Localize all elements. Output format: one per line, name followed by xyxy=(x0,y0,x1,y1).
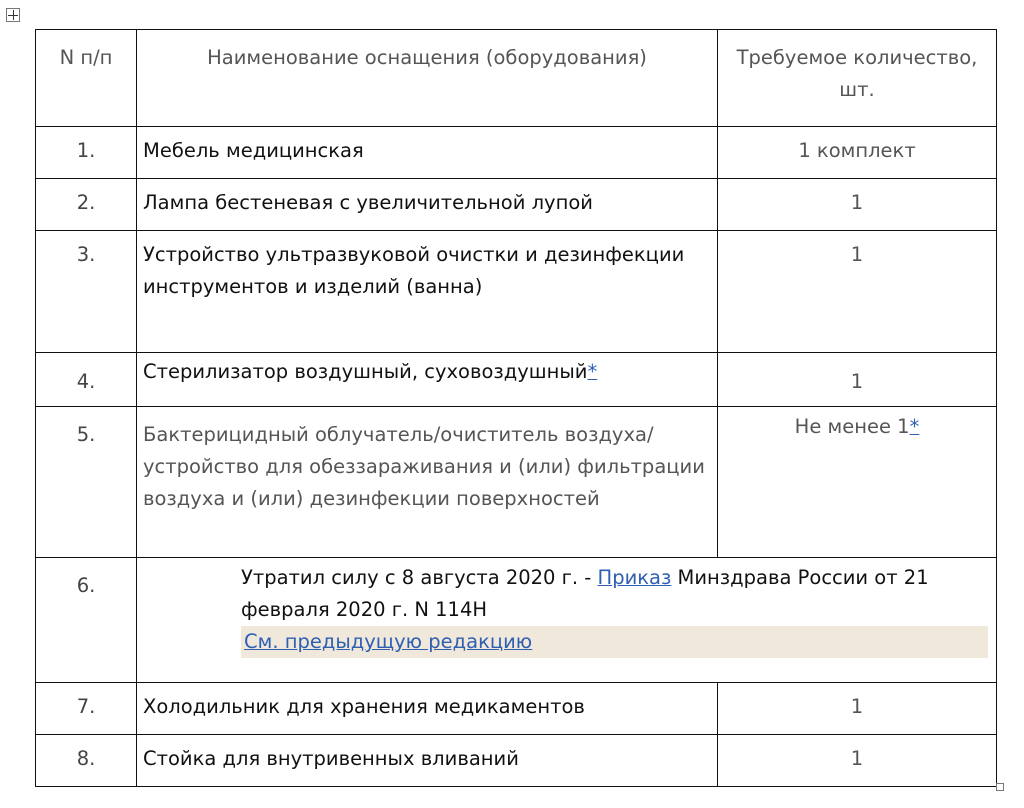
table-row xyxy=(36,558,997,683)
header-name: Наименование оснащения (оборудования) xyxy=(137,30,718,127)
table-row xyxy=(36,127,997,179)
previous-edition-link[interactable]: См. предыдущую редакцию xyxy=(244,630,533,653)
row-quantity: 1 xyxy=(718,735,997,787)
row-quantity: 1 xyxy=(718,683,997,735)
row-repealed-note: Утратил силу с 8 августа 2020 г. - Приказ Минздрава России от 21 февраля 2020 г. N 114Н См. предыдущую редакцию xyxy=(137,558,997,683)
row-name: Лампа бестеневая с увеличительной лупой xyxy=(137,179,718,231)
row-number: 4. xyxy=(36,353,137,407)
row-name: Стерилизатор воздушный, суховоздушный* xyxy=(137,353,718,407)
row-number: 1. xyxy=(36,127,137,179)
row-quantity: 1 xyxy=(718,179,997,231)
header-number: N п/п xyxy=(36,30,137,127)
row-number: 5. xyxy=(36,407,137,558)
row-number: 2. xyxy=(36,179,137,231)
footnote-link[interactable]: * xyxy=(587,360,598,383)
row-quantity: 1 xyxy=(718,231,997,353)
row-name: Стойка для внутривенных вливаний xyxy=(137,735,718,787)
row-name: Мебель медицинская xyxy=(137,127,718,179)
table-header-row xyxy=(36,30,997,127)
table-row xyxy=(36,683,997,735)
row-quantity: 1 комплект xyxy=(718,127,997,179)
table-row xyxy=(36,179,997,231)
table-row xyxy=(36,735,997,787)
row-quantity: 1 xyxy=(718,353,997,407)
previous-edition-box xyxy=(241,626,988,658)
table-move-icon[interactable] xyxy=(6,8,20,22)
header-quantity: Требуемое количество, шт. xyxy=(718,30,997,127)
row-number: 3. xyxy=(36,231,137,353)
table-row xyxy=(36,353,997,407)
order-link[interactable]: Приказ xyxy=(597,566,672,589)
row-quantity: Не менее 1* xyxy=(718,407,997,558)
row-name: Холодильник для хранения медикаментов xyxy=(137,683,718,735)
row-name: Устройство ультразвуковой очистки и дезинфекции инструментов и изделий (ванна) xyxy=(137,231,718,353)
row-number: 7. xyxy=(36,683,137,735)
row-number: 6. xyxy=(36,558,137,683)
row-number: 8. xyxy=(36,735,137,787)
table-row xyxy=(36,407,997,558)
table-row xyxy=(36,231,997,353)
table-resize-handle[interactable] xyxy=(996,783,1004,791)
footnote-link[interactable]: * xyxy=(909,415,920,438)
row-name: Бактерицидный облучатель/очиститель воздуха/устройство для обеззараживания и (или) фильтрации воздуха и (или) дезинфекции поверхностей xyxy=(137,407,718,558)
equipment-table xyxy=(35,29,997,787)
